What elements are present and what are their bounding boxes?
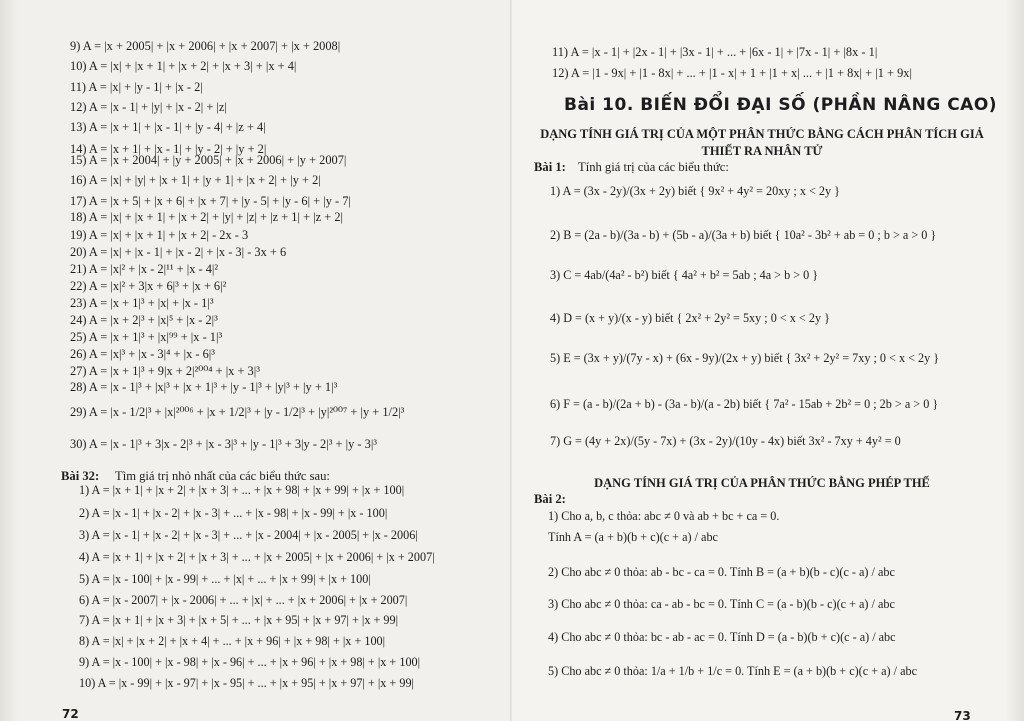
exercise-item: 4) D = (x + y)/(x - y) biết { 2x² + 2y² = 5xy ; 0 < x < 2y } (550, 311, 830, 325)
exercise-item: 2) B = (2a - b)/(3a - b) + (5b - a)/(3a + b) biết { 10a² - 3b² + ab = 0 ; b > a > 0 } (550, 228, 937, 242)
exercise-item: 22) A = |x|² + 3|x + 6|³ + |x + 6|² (70, 279, 227, 293)
exercise-item: 4) A = |x + 1| + |x + 2| + |x + 3| + ... + |x + 2005| + |x + 2006| + |x + 2007| (79, 550, 435, 564)
exercise-item: 1) A = (3x - 2y)/(3x + 2y) biết { 9x² + 4y² = 20xy ; x < 2y } (550, 184, 840, 198)
exercise-item: 26) A = |x|³ + |x - 3|⁴ + |x - 6|³ (70, 347, 215, 361)
exercise-item: 14) A = |x + 1| + |x - 1| + |y - 2| + |y + 2| (70, 142, 267, 156)
exercise-item: 27) A = |x + 1|³ + 9|x + 2|²⁰⁰⁴ + |x + 3|³ (70, 364, 260, 378)
bai1-title: Bài 1: (534, 160, 566, 174)
bai32-title: Bài 32: (61, 469, 100, 483)
exercise-item: 24) A = |x + 2|³ + |x|⁵ + |x - 2|³ (70, 313, 218, 327)
exercise-item: 25) A = |x + 1|³ + |x|⁹⁹ + |x - 1|³ (70, 330, 223, 344)
exercise-item: 9) A = |x + 2005| + |x + 2006| + |x + 2007| + |x + 2008| (70, 39, 341, 53)
exercise-item: 13) A = |x + 1| + |x - 1| + |y - 4| + |z + 4| (70, 120, 266, 134)
exercise-item: 5) E = (3x + y)/(7y - x) + (6x - 9y)/(2x + y) biết { 3x² + 2y² = 7xy ; 0 < x < 2y } (550, 351, 940, 365)
exercise-item: 28) A = |x - 1|³ + |x|³ + |x + 1|³ + |y - 1|³ + |y|³ + |y + 1|³ (70, 380, 338, 394)
exercise-item: 29) A = |x - 1/2|³ + |x|²⁰⁰⁶ + |x + 1/2|³ + |y - 1/2|³ + |y|²⁰⁰⁷ + |y + 1/2|³ (70, 405, 405, 419)
exercise-item: 20) A = |x| + |x - 1| + |x - 2| + |x - 3| - 3x + 6 (70, 245, 287, 259)
bai32-prompt: Tìm giá trị nhỏ nhất của các biểu thức sau: (115, 469, 330, 483)
exercise-item: 4) Cho abc ≠ 0 thỏa: bc - ab - ac = 0. Tính D = (a - b)(b + c)(c - a) / abc (548, 630, 896, 644)
right-page (512, 0, 1024, 721)
exercise-item: 2) Cho abc ≠ 0 thỏa: ab - bc - ca = 0. Tính B = (a + b)(b - c)(c - a) / abc (548, 565, 895, 579)
exercise-item: 10) A = |x - 99| + |x - 97| + |x - 95| + ... + |x + 95| + |x + 97| + |x + 99| (79, 676, 414, 690)
exercise-item: 1) Cho a, b, c thỏa: abc ≠ 0 và ab + bc + ca = 0. (548, 509, 780, 523)
exercise-item: 10) A = |x| + |x + 1| + |x + 2| + |x + 3| + |x + 4| (70, 59, 297, 73)
exercise-item: 21) A = |x|² + |x - 2|¹¹ + |x - 4|² (70, 262, 219, 276)
exercise-item: 16) A = |x| + |y| + |x + 1| + |y + 1| + |x + 2| + |y + 2| (70, 173, 321, 187)
page-number: 72 (62, 707, 79, 721)
bai1-prompt: Tính giá trị của các biểu thức: (578, 160, 729, 174)
subsection-title-1: DẠNG TÍNH GIÁ TRỊ CỦA MỘT PHÂN THỨC BẰNG CÁCH PHÂN TÍCH GIẢ THIẾT RA NHÂN TỬ (540, 127, 984, 158)
exercise-item: 3) C = 4ab/(4a² - b²) biết { 4a² + b² = 5ab ; 4a > b > 0 } (550, 268, 819, 282)
exercise-item: 3) Cho abc ≠ 0 thỏa: ca - ab - bc = 0. Tính C = (a - b)(b - c)(c + a) / abc (548, 597, 895, 611)
exercise-item: 12) A = |1 - 9x| + |1 - 8x| + ... + |1 - x| + 1 + |1 + x| ... + |1 + 8x| + |1 + 9x| (552, 66, 912, 80)
exercise-item: 5) Cho abc ≠ 0 thỏa: 1/a + 1/b + 1/c = 0. Tính E = (a + b)(b + c)(c + a) / abc (548, 664, 917, 678)
exercise-item: 9) A = |x - 100| + |x - 98| + |x - 96| + ... + |x + 96| + |x + 98| + |x + 100| (79, 655, 421, 669)
exercise-item: 17) A = |x + 5| + |x + 6| + |x + 7| + |y - 5| + |y - 6| + |y - 7| (70, 194, 351, 208)
exercise-item: 15) A = |x + 2004| + |y + 2005| + |x + 2006| + |y + 2007| (70, 153, 347, 167)
exercise-item: 8) A = |x| + |x + 2| + |x + 4| + ... + |x + 96| + |x + 98| + |x + 100| (79, 634, 386, 648)
page-number: 73 (954, 709, 971, 721)
exercise-item: 12) A = |x - 1| + |y| + |x - 2| + |z| (70, 100, 227, 114)
exercise-item: 19) A = |x| + |x + 1| + |x + 2| - 2x - 3 (70, 228, 249, 242)
section-title: Bài 10. BIẾN ĐỔI ĐẠI SỐ (PHẦN NÂNG CAO) (564, 95, 998, 115)
exercise-item: 5) A = |x - 100| + |x - 99| + ... + |x| + ... + |x + 99| + |x + 100| (79, 572, 371, 586)
exercise-item: 18) A = |x| + |x + 1| + |x + 2| + |y| + |z| + |z + 1| + |z + 2| (70, 210, 343, 224)
exercise-item: 23) A = |x + 1|³ + |x| + |x - 1|³ (70, 296, 214, 310)
exercise-item: 11) A = |x - 1| + |2x - 1| + |3x - 1| + ... + |6x - 1| + |7x - 1| + |8x - 1| (552, 45, 878, 59)
page-edge-shadow (0, 0, 18, 721)
exercise-item: 1) A = |x + 1| + |x + 2| + |x + 3| + ... + |x + 98| + |x + 99| + |x + 100| (79, 483, 405, 497)
bai2-title: Bài 2: (534, 492, 566, 506)
exercise-item: Tính A = (a + b)(b + c)(c + a) / abc (548, 530, 718, 544)
exercise-item: 2) A = |x - 1| + |x - 2| + |x - 3| + ... + |x - 98| + |x - 99| + |x - 100| (79, 506, 388, 520)
exercise-item: 3) A = |x - 1| + |x - 2| + |x - 3| + ... + |x - 2004| + |x - 2005| + |x - 2006| (79, 528, 418, 542)
exercise-item: 7) A = |x + 1| + |x + 3| + |x + 5| + ... + |x + 95| + |x + 97| + |x + 99| (79, 613, 399, 627)
page-edge-shadow (1006, 0, 1024, 721)
exercise-item: 11) A = |x| + |y - 1| + |x - 2| (70, 80, 203, 94)
exercise-item: 6) F = (a - b)/(2a + b) - (3a - b)/(a - 2b) biết { 7a² - 15ab + 2b² = 0 ; 2b > a > 0 } (550, 397, 939, 411)
subsection-title-2: DẠNG TÍNH GIÁ TRỊ CỦA PHÂN THỨC BẰNG PHÉP THẾ (594, 476, 930, 490)
exercise-item: 7) G = (4y + 2x)/(5y - 7x) + (3x - 2y)/(10y - 4x) biết 3x² - 7xy + 4y² = 0 (550, 434, 901, 448)
exercise-item: 6) A = |x - 2007| + |x - 2006| + ... + |x| + ... + |x + 2006| + |x + 2007| (79, 593, 408, 607)
exercise-item: 30) A = |x - 1|³ + 3|x - 2|³ + |x - 3|³ + |y - 1|³ + 3|y - 2|³ + |y - 3|³ (70, 437, 378, 451)
